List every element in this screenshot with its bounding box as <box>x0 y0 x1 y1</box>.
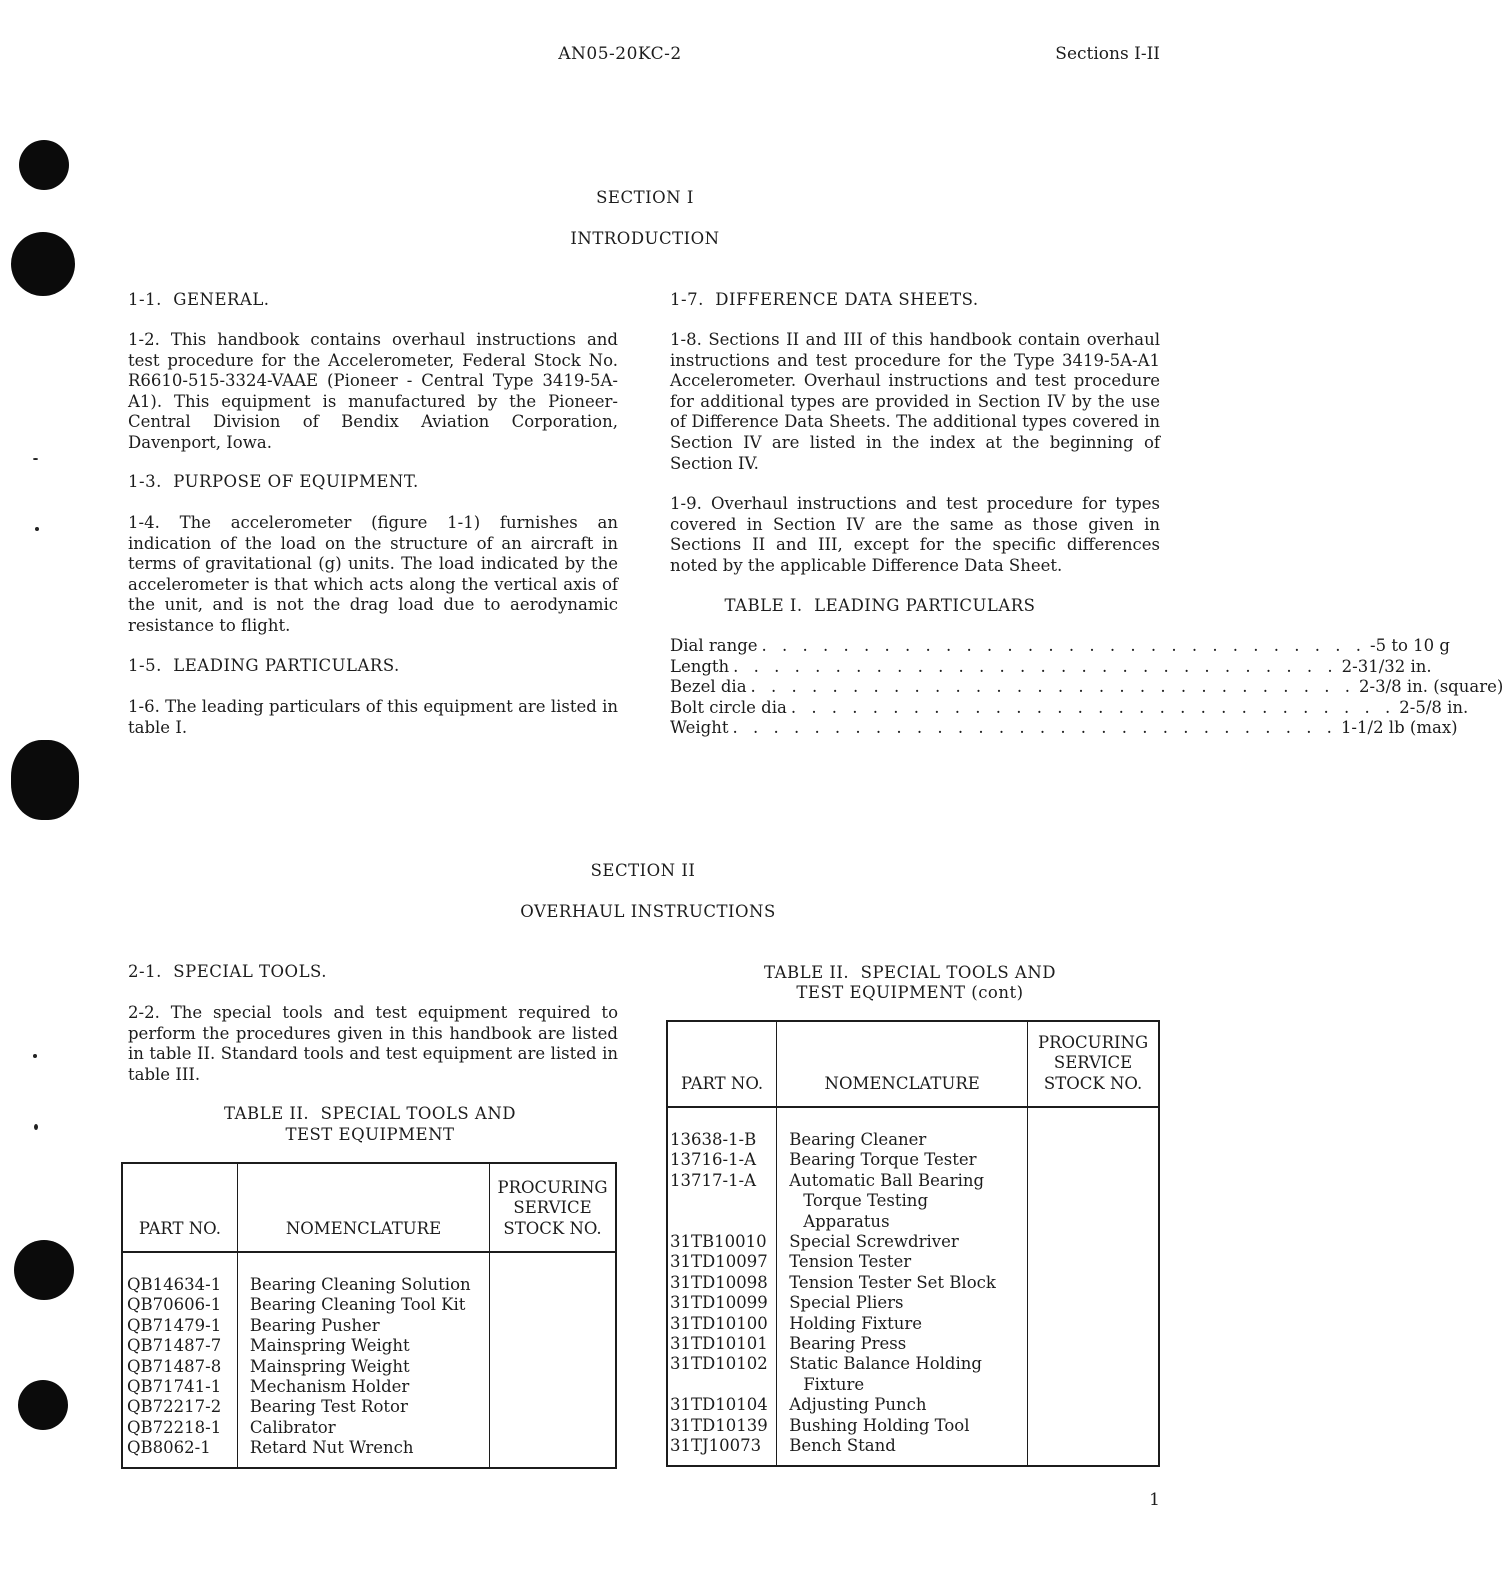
nomenclature-continuation: Fixture <box>803 1374 865 1394</box>
table-row <box>122 1295 616 1315</box>
part-number: QB71741-1 <box>122 1377 237 1397</box>
table-row <box>122 1377 616 1397</box>
table-2-cont-special-tools <box>666 1020 1160 1467</box>
paragraph-1-4: 1-4. The accelerometer (figure 1-1) furnishes an indication of the load on the structure of an aircraft in terms of gravitational (g) units. The load indicated by the accelerometer is that which acts along the vertical axis of the unit, and is not the drag load due to aerodynamic resistance to flight. <box>128 513 618 635</box>
paragraph-1-7-heading: 1-7. DIFFERENCE DATA SHEETS. <box>670 290 979 309</box>
stock-number <box>490 1377 616 1397</box>
dot-leader: . . . . . . . . . . . . . . . . . . . . . . . . . . . . . . <box>733 656 1338 676</box>
table-row <box>122 1418 616 1438</box>
part-number: QB71479-1 <box>122 1316 237 1336</box>
column-header-nomenclature: NOMENCLATURE <box>777 1021 1028 1107</box>
table-row <box>667 1354 1159 1395</box>
part-number: 13717-1-A <box>667 1171 777 1232</box>
binder-hole-3 <box>11 740 79 820</box>
stock-number <box>490 1295 616 1315</box>
dot-leader: . . . . . . . . . . . . . . . . . . . . . . . . . . . . . . <box>761 636 1366 655</box>
particular-value: 2-5/8 in. <box>1399 697 1469 717</box>
nomenclature: Mechanism Holder <box>237 1377 489 1397</box>
particular-value: 2-3/8 in. (square) <box>1359 677 1503 697</box>
part-number: QB70606-1 <box>122 1295 237 1315</box>
table-row <box>667 1273 1159 1293</box>
part-number: 31TD10101 <box>667 1334 777 1354</box>
section-1-title: SECTION I <box>596 188 694 207</box>
particular-value: 1-1/2 lb (max) <box>1340 718 1458 738</box>
paragraph-1-2: 1-2. This handbook contains overhaul instructions and test procedure for the Accelerometer, Federal Stock No. R6610-515-3324-VAAE (Pioneer - Central Type 3419-5A-A1). This equipment is manufactured by the Pioneer-Central Division of Bendix Aviation Corporation, Davenport, Iowa. <box>128 330 618 452</box>
table-2-special-tools <box>121 1162 617 1469</box>
nomenclature: Retard Nut Wrench <box>237 1438 489 1467</box>
paragraph-2-1-heading: 2-1. SPECIAL TOOLS. <box>128 962 327 981</box>
table-row <box>667 1436 1159 1465</box>
table-row <box>122 1336 616 1356</box>
stock-number <box>490 1438 616 1467</box>
table-row <box>667 1232 1159 1252</box>
nomenclature-continuation: Torque Testing <box>803 1191 929 1211</box>
paragraph-1-1-heading: 1-1. GENERAL. <box>128 290 270 309</box>
part-number: QB8062-1 <box>122 1438 237 1467</box>
stock-number <box>1028 1171 1159 1232</box>
table-1-leading-particulars <box>670 636 1503 739</box>
stock-header-line-2: SERVICE <box>513 1198 592 1218</box>
column-header-nomenclature: NOMENCLATURE <box>237 1163 489 1252</box>
stock-number <box>1028 1252 1159 1272</box>
nomenclature-line: Static Balance Holding <box>789 1354 982 1374</box>
nomenclature: Bench Stand <box>777 1436 1028 1465</box>
stock-header-line-1: PROCURING <box>1037 1032 1149 1052</box>
paragraph-1-3-heading: 1-3. PURPOSE OF EQUIPMENT. <box>128 472 419 491</box>
part-number: 31TD10104 <box>667 1395 777 1415</box>
nomenclature: Special Screwdriver <box>777 1232 1028 1252</box>
part-number: 31TB10010 <box>667 1232 777 1252</box>
section-range: Sections I-II <box>1055 44 1160 64</box>
stock-number <box>1028 1334 1159 1354</box>
section-2-title: SECTION II <box>590 861 696 880</box>
page-number: 1 <box>1149 1490 1160 1510</box>
part-number: 31TJ10073 <box>667 1436 777 1465</box>
column-header-stock-no <box>1028 1021 1159 1107</box>
part-number: QB72218-1 <box>122 1418 237 1438</box>
table-2-cont-title-line-1: TABLE II. SPECIAL TOOLS AND <box>763 963 1057 982</box>
table-row <box>667 1334 1159 1354</box>
nomenclature <box>777 1171 1028 1232</box>
column-header-part-no: PART NO. <box>122 1163 237 1252</box>
table-1-row <box>670 697 1469 719</box>
part-number: 31TD10100 <box>667 1314 777 1334</box>
nomenclature: Mainspring Weight <box>237 1357 489 1377</box>
stock-number <box>490 1316 616 1336</box>
dot-leader: . . . . . . . . . . . . . . . . . . . . . . . . . . . . . . <box>750 677 1355 697</box>
binder-hole-5 <box>18 1380 68 1430</box>
table-row <box>667 1150 1159 1170</box>
nomenclature: Tension Tester <box>777 1252 1028 1272</box>
margin-speck <box>33 1054 37 1058</box>
nomenclature: Mainspring Weight <box>237 1336 489 1356</box>
nomenclature: Bearing Cleaning Tool Kit <box>237 1295 489 1315</box>
table-row <box>122 1397 616 1417</box>
particular-value: 2-31/32 in. <box>1341 656 1432 676</box>
nomenclature-continuation: Apparatus <box>803 1211 890 1231</box>
column-header-part-no: PART NO. <box>667 1021 777 1107</box>
nomenclature: Bearing Press <box>777 1334 1028 1354</box>
dot-leader: . . . . . . . . . . . . . . . . . . . . . . . . . . . . . . <box>790 697 1396 717</box>
particular-value: -5 to 10 g <box>1370 636 1450 655</box>
part-number: 31TD10097 <box>667 1252 777 1272</box>
stock-number <box>1028 1416 1159 1436</box>
table-2-cont-title-line-2: TEST EQUIPMENT (cont) <box>796 983 1024 1002</box>
stock-number <box>1028 1232 1159 1252</box>
table-row <box>122 1316 616 1336</box>
part-number: 13716-1-A <box>667 1150 777 1170</box>
binder-hole-4 <box>14 1240 74 1300</box>
part-number: QB71487-7 <box>122 1336 237 1356</box>
margin-speck <box>34 1124 38 1130</box>
particular-label: Bezel dia <box>670 677 747 697</box>
stock-number <box>1028 1293 1159 1313</box>
table-row <box>122 1438 616 1467</box>
nomenclature: Bearing Pusher <box>237 1316 489 1336</box>
binder-hole-2 <box>11 232 75 296</box>
section-1-subtitle: INTRODUCTION <box>570 229 720 248</box>
particular-label: Length <box>670 656 730 676</box>
stock-number <box>490 1252 616 1295</box>
margin-speck <box>33 458 38 460</box>
nomenclature: Holding Fixture <box>777 1314 1028 1334</box>
stock-header-line-2: SERVICE <box>1053 1053 1133 1073</box>
nomenclature: Adjusting Punch <box>777 1395 1028 1415</box>
document-number: AN05-20KC-2 <box>558 44 682 64</box>
paragraph-1-8: 1-8. Sections II and III of this handbook contain overhaul instructions and test procedure for the Type 3419-5A-A1 Accelerometer. Overhaul instructions and test procedure for additional types are provided in Section IV by the use of Difference Data Sheets. The additional types covered in Section IV are listed in the index at the beginning of Section IV. <box>670 330 1160 473</box>
paragraph-1-5-heading: 1-5. LEADING PARTICULARS. <box>128 656 400 675</box>
nomenclature: Special Pliers <box>777 1293 1028 1313</box>
nomenclature: Bushing Holding Tool <box>777 1416 1028 1436</box>
table-row <box>122 1357 616 1377</box>
stock-number <box>1028 1354 1159 1395</box>
margin-speck <box>35 527 39 531</box>
stock-number <box>1028 1107 1159 1150</box>
section-2-subtitle: OVERHAUL INSTRUCTIONS <box>520 902 776 921</box>
particular-label: Weight <box>670 718 729 738</box>
nomenclature: Bearing Test Rotor <box>237 1397 489 1417</box>
table-1-row <box>670 656 1432 678</box>
nomenclature: Bearing Cleaning Solution <box>237 1252 489 1295</box>
stock-number <box>1028 1273 1159 1293</box>
nomenclature-line: Automatic Ball Bearing <box>789 1170 985 1190</box>
nomenclature: Tension Tester Set Block <box>777 1273 1028 1293</box>
part-number: 31TD10098 <box>667 1273 777 1293</box>
stock-number <box>1028 1314 1159 1334</box>
table-row <box>667 1107 1159 1150</box>
stock-header-line-1: PROCURING <box>497 1177 608 1197</box>
stock-header-line-3: STOCK NO. <box>1043 1073 1143 1093</box>
part-number: 31TD10099 <box>667 1293 777 1313</box>
part-number: 31TD10139 <box>667 1416 777 1436</box>
table-row <box>667 1293 1159 1313</box>
binder-hole-1 <box>19 140 69 190</box>
nomenclature <box>777 1354 1028 1395</box>
particular-label: Dial range <box>670 636 758 655</box>
part-number: QB14634-1 <box>122 1252 237 1295</box>
stock-number <box>490 1418 616 1438</box>
paragraph-2-2: 2-2. The special tools and test equipment required to perform the procedures given in this handbook are listed in table II. Standard tools and test equipment are listed in table III. <box>128 1003 618 1084</box>
stock-number <box>1028 1395 1159 1415</box>
table-row <box>122 1252 616 1295</box>
part-number: 13638-1-B <box>667 1107 777 1150</box>
table-1-row <box>670 677 1503 698</box>
nomenclature: Calibrator <box>237 1418 489 1438</box>
table-2-title-line-1: TABLE II. SPECIAL TOOLS AND <box>223 1104 517 1123</box>
nomenclature: Bearing Cleaner <box>777 1107 1028 1150</box>
particular-label: Bolt circle dia <box>670 697 787 717</box>
stock-number <box>490 1336 616 1356</box>
table-row <box>667 1314 1159 1334</box>
part-number: 31TD10102 <box>667 1354 777 1395</box>
table-row <box>667 1416 1159 1436</box>
part-number: QB71487-8 <box>122 1357 237 1377</box>
nomenclature: Bearing Torque Tester <box>777 1150 1028 1170</box>
table-row <box>667 1395 1159 1415</box>
stock-number <box>1028 1150 1159 1170</box>
table-2-title-line-2: TEST EQUIPMENT <box>285 1125 455 1144</box>
table-1-row <box>670 718 1458 739</box>
table-row <box>667 1252 1159 1272</box>
stock-header-line-3: STOCK NO. <box>503 1218 602 1238</box>
paragraph-1-9: 1-9. Overhaul instructions and test procedure for types covered in Section IV are the same as those given in Sections II and III, except for the specific differences noted by the applicable Difference Data Sheet. <box>670 494 1160 575</box>
dot-leader: . . . . . . . . . . . . . . . . . . . . . . . . . . . . . . <box>732 718 1337 738</box>
part-number: QB72217-2 <box>122 1397 237 1417</box>
paragraph-1-6: 1-6. The leading particulars of this equipment are listed in table I. <box>128 697 618 737</box>
table-1-row <box>670 636 1450 657</box>
column-header-stock-no <box>490 1163 616 1252</box>
stock-number <box>1028 1436 1159 1465</box>
stock-number <box>490 1357 616 1377</box>
table-row <box>667 1171 1159 1232</box>
stock-number <box>490 1397 616 1417</box>
table-1-title: TABLE I. LEADING PARTICULARS <box>724 596 1036 615</box>
